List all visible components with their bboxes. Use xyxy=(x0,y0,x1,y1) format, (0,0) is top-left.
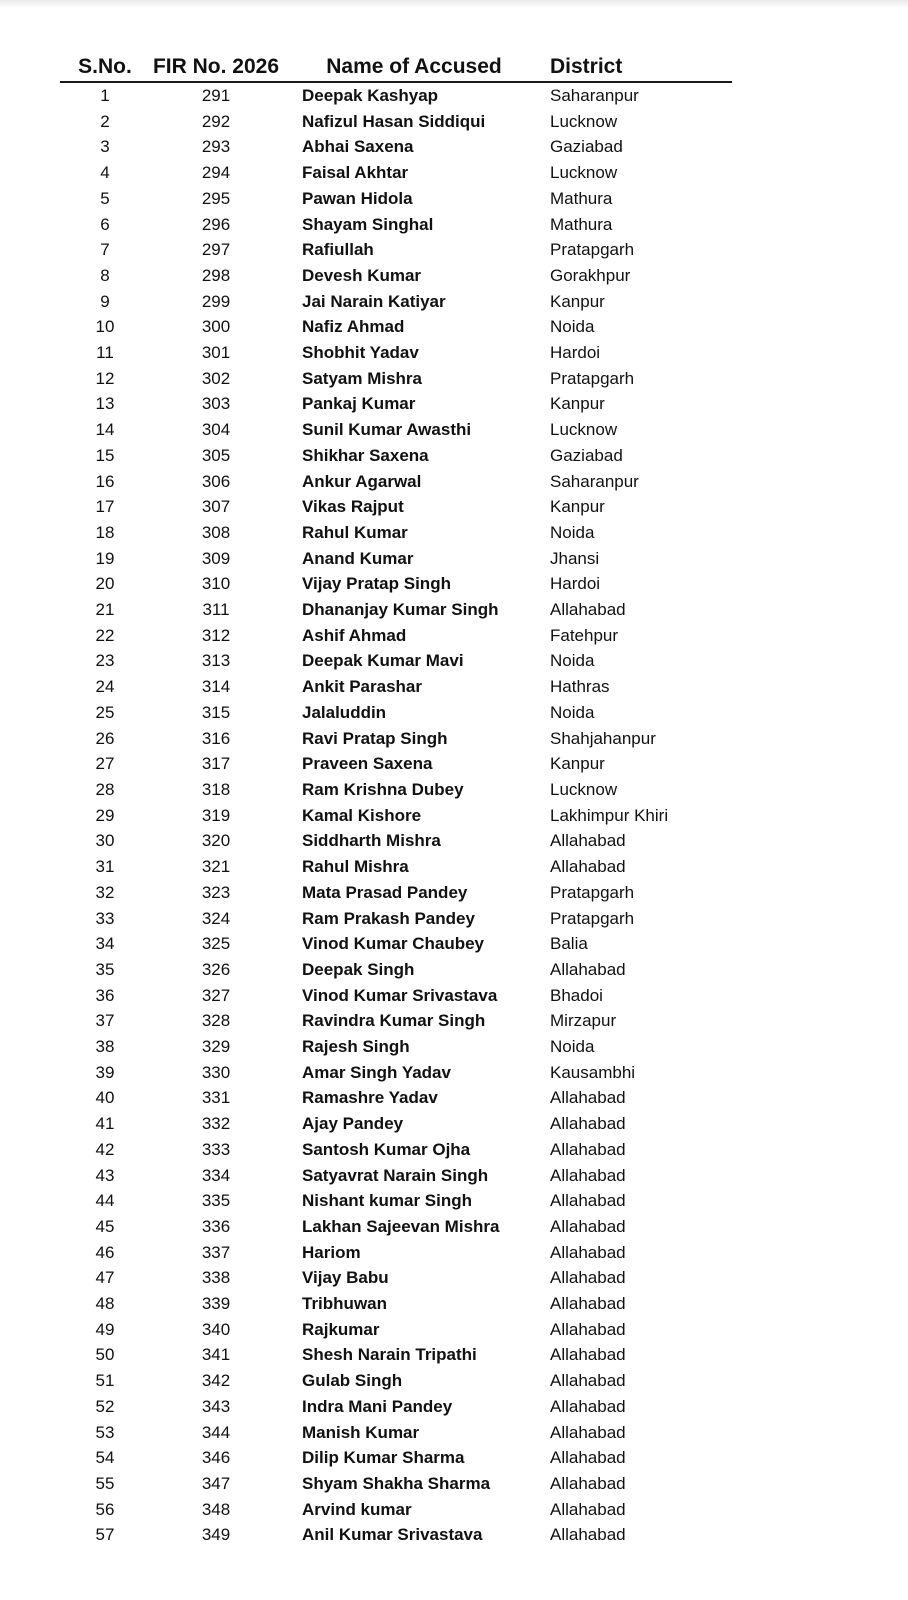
sno-cell: 50 xyxy=(95,1345,115,1365)
fir-no-cell: 305 xyxy=(201,445,231,465)
sno-cell: 56 xyxy=(95,1499,115,1519)
table-row xyxy=(60,1317,732,1343)
fir-no-cell: 321 xyxy=(201,857,231,877)
table-row xyxy=(60,751,732,777)
table-row xyxy=(60,1008,732,1034)
sno-cell: 49 xyxy=(95,1319,115,1339)
fir-no-cell: 296 xyxy=(201,214,231,234)
district-cell: Noida xyxy=(550,651,595,671)
table-row xyxy=(60,109,732,135)
sno-cell: 29 xyxy=(95,805,115,825)
district-cell: Mathura xyxy=(550,188,613,208)
sno-cell: 18 xyxy=(95,522,115,542)
district-cell: Gorakhpur xyxy=(550,265,631,285)
sno-cell: 30 xyxy=(95,831,115,851)
sno-cell: 52 xyxy=(95,1396,115,1416)
accused-name-cell: Ravindra Kumar Singh xyxy=(302,1011,486,1031)
sno-cell: 47 xyxy=(95,1268,115,1288)
sno-cell: 6 xyxy=(100,214,110,234)
table-row xyxy=(60,726,732,752)
fir-no-cell: 336 xyxy=(201,1216,231,1236)
fir-no-cell: 339 xyxy=(201,1294,231,1314)
accused-name-cell: Mata Prasad Pandey xyxy=(302,882,468,902)
district-cell: Allahabad xyxy=(550,600,626,620)
sno-cell: 35 xyxy=(95,959,115,979)
table-row xyxy=(60,597,732,623)
sno-cell: 12 xyxy=(95,368,115,388)
fir-no-cell: 315 xyxy=(201,702,231,722)
table-row xyxy=(60,803,732,829)
fir-no-cell: 342 xyxy=(201,1371,231,1391)
sno-cell: 46 xyxy=(95,1242,115,1262)
accused-name-cell: Deepak Kumar Mavi xyxy=(302,651,464,671)
accused-name-cell: Faisal Akhtar xyxy=(302,163,409,183)
table-row xyxy=(60,854,732,880)
table-row xyxy=(60,931,732,957)
table-row xyxy=(60,1214,732,1240)
fir-no-cell: 298 xyxy=(201,265,231,285)
district-cell: Lucknow xyxy=(550,111,618,131)
table-row xyxy=(60,134,732,160)
sno-cell: 42 xyxy=(95,1139,115,1159)
sno-cell: 2 xyxy=(100,111,110,131)
sno-cell: 25 xyxy=(95,702,115,722)
district-cell: Balia xyxy=(550,934,588,954)
district-cell: Kanpur xyxy=(550,754,605,774)
accused-name-cell: Shayam Singhal xyxy=(302,214,434,234)
table-row xyxy=(60,1420,732,1446)
accused-name-cell: Praveen Saxena xyxy=(302,754,433,774)
fir-no-cell: 337 xyxy=(201,1242,231,1262)
district-cell: Allahabad xyxy=(550,1396,626,1416)
fir-no-cell: 338 xyxy=(201,1268,231,1288)
sno-cell: 15 xyxy=(95,445,115,465)
table-row xyxy=(60,1291,732,1317)
sno-cell: 24 xyxy=(95,677,115,697)
accused-table xyxy=(60,48,732,1548)
sno-cell: 40 xyxy=(95,1088,115,1108)
fir-no-cell: 303 xyxy=(201,394,231,414)
fir-no-cell: 314 xyxy=(201,677,231,697)
accused-name-cell: Tribhuwan xyxy=(302,1294,387,1314)
table-row xyxy=(60,1394,732,1420)
accused-name-cell: Jai Narain Katiyar xyxy=(302,291,446,311)
table-row xyxy=(60,1342,732,1368)
table-row xyxy=(60,1188,732,1214)
district-cell: Allahabad xyxy=(550,1371,626,1391)
table-row xyxy=(60,417,732,443)
table-header xyxy=(60,48,732,82)
accused-name-cell: Nishant kumar Singh xyxy=(302,1191,473,1211)
table-row xyxy=(60,1497,732,1523)
fir-no-cell: 306 xyxy=(201,471,231,491)
fir-no-cell: 335 xyxy=(201,1191,231,1211)
sno-cell: 39 xyxy=(95,1062,115,1082)
fir-no-cell: 301 xyxy=(201,343,231,363)
table-row xyxy=(60,1085,732,1111)
sno-cell: 32 xyxy=(95,882,115,902)
table-row xyxy=(60,880,732,906)
fir-no-cell: 344 xyxy=(201,1422,231,1442)
fir-no-cell: 304 xyxy=(201,420,231,440)
sno-cell: 8 xyxy=(100,265,110,285)
district-cell: Noida xyxy=(550,702,595,722)
sno-cell: 5 xyxy=(100,188,110,208)
district-cell: Jhansi xyxy=(550,548,600,568)
district-cell: Lucknow xyxy=(550,420,618,440)
district-cell: Allahabad xyxy=(550,1268,626,1288)
sno-cell: 21 xyxy=(95,600,115,620)
sno-cell: 37 xyxy=(95,1011,115,1031)
district-cell: Allahabad xyxy=(550,1525,626,1545)
fir-no-cell: 346 xyxy=(201,1448,231,1468)
header-sno: S.No. xyxy=(60,48,150,82)
table-row xyxy=(60,1034,732,1060)
accused-name-cell: Anand Kumar xyxy=(302,548,414,568)
header-name-of-accused: Name of Accused xyxy=(282,48,546,82)
fir-no-cell: 326 xyxy=(201,959,231,979)
sno-cell: 23 xyxy=(95,651,115,671)
accused-name-cell: Ravi Pratap Singh xyxy=(302,728,448,748)
district-cell: Shahjahanpur xyxy=(550,728,656,748)
accused-name-cell: Shikhar Saxena xyxy=(302,445,429,465)
district-cell: Noida xyxy=(550,317,595,337)
table-row xyxy=(60,1060,732,1086)
sno-cell: 11 xyxy=(96,343,114,363)
table-row xyxy=(60,186,732,212)
fir-no-cell: 308 xyxy=(201,522,231,542)
accused-name-cell: Vinod Kumar Srivastava xyxy=(302,985,498,1005)
district-cell: Allahabad xyxy=(550,1294,626,1314)
accused-name-cell: Lakhan Sajeevan Mishra xyxy=(302,1216,500,1236)
district-cell: Allahabad xyxy=(550,1114,626,1134)
sno-cell: 51 xyxy=(95,1371,115,1391)
district-cell: Bhadoi xyxy=(550,985,603,1005)
fir-no-cell: 313 xyxy=(201,651,231,671)
table-row xyxy=(60,571,732,597)
sno-cell: 19 xyxy=(95,548,115,568)
accused-name-cell: Rafiullah xyxy=(302,240,374,260)
sno-cell: 27 xyxy=(95,754,115,774)
district-cell: Lucknow xyxy=(550,779,618,799)
table-row xyxy=(60,674,732,700)
table-row xyxy=(60,366,732,392)
fir-no-cell: 343 xyxy=(201,1396,231,1416)
sno-cell: 28 xyxy=(95,779,115,799)
district-cell: Allahabad xyxy=(550,1499,626,1519)
sno-cell: 38 xyxy=(95,1037,115,1057)
fir-no-cell: 341 xyxy=(201,1345,231,1365)
sno-cell: 53 xyxy=(95,1422,115,1442)
accused-name-cell: Santosh Kumar Ojha xyxy=(302,1139,471,1159)
accused-name-cell: Ashif Ahmad xyxy=(302,625,407,645)
accused-name-cell: Rahul Kumar xyxy=(302,522,408,542)
table-row xyxy=(60,1111,732,1137)
table-row xyxy=(60,1471,732,1497)
fir-no-cell: 316 xyxy=(201,728,231,748)
fir-no-cell: 297 xyxy=(201,240,231,260)
fir-no-cell: 299 xyxy=(201,291,231,311)
sno-cell: 48 xyxy=(95,1294,115,1314)
table-row xyxy=(60,828,732,854)
accused-name-cell: Ramashre Yadav xyxy=(302,1088,438,1108)
table-row xyxy=(60,160,732,186)
accused-name-cell: Pawan Hidola xyxy=(302,188,413,208)
accused-name-cell: Indra Mani Pandey xyxy=(302,1396,453,1416)
accused-name-cell: Siddharth Mishra xyxy=(302,831,441,851)
sno-cell: 33 xyxy=(95,908,115,928)
fir-no-cell: 310 xyxy=(201,574,231,594)
sno-cell: 1 xyxy=(100,86,110,105)
accused-name-cell: Anil Kumar Srivastava xyxy=(302,1525,483,1545)
district-cell: Allahabad xyxy=(550,1216,626,1236)
district-cell: Allahabad xyxy=(550,1165,626,1185)
fir-no-cell: 302 xyxy=(201,368,231,388)
fir-no-cell: 311 xyxy=(202,600,230,620)
table-row xyxy=(60,289,732,315)
accused-name-cell: Ram Prakash Pandey xyxy=(302,908,475,928)
district-cell: Gaziabad xyxy=(550,445,623,465)
table-row xyxy=(60,314,732,340)
district-cell: Kanpur xyxy=(550,291,605,311)
fir-no-cell: 291 xyxy=(201,86,231,105)
header-district: District xyxy=(546,48,732,82)
sno-cell: 55 xyxy=(95,1473,115,1493)
district-cell: Allahabad xyxy=(550,1191,626,1211)
fir-no-cell: 333 xyxy=(201,1139,231,1159)
accused-name-cell: Vijay Pratap Singh xyxy=(302,574,451,594)
fir-no-cell: 295 xyxy=(201,188,231,208)
district-cell: Mathura xyxy=(550,214,613,234)
fir-no-cell: 330 xyxy=(201,1062,231,1082)
district-cell: Allahabad xyxy=(550,1242,626,1262)
district-cell: Allahabad xyxy=(550,1139,626,1159)
sno-cell: 4 xyxy=(100,163,110,183)
sno-cell: 36 xyxy=(95,985,115,1005)
accused-name-cell: Ankit Parashar xyxy=(302,677,422,697)
district-cell: Allahabad xyxy=(550,857,626,877)
district-cell: Allahabad xyxy=(550,959,626,979)
district-cell: Allahabad xyxy=(550,1345,626,1365)
sno-cell: 41 xyxy=(95,1114,115,1134)
table-row xyxy=(60,391,732,417)
accused-name-cell: Deepak Kashyap xyxy=(302,86,439,105)
district-cell: Noida xyxy=(550,1037,595,1057)
table-row xyxy=(60,469,732,495)
table-row xyxy=(60,1163,732,1189)
accused-name-cell: Vikas Rajput xyxy=(302,497,404,517)
district-cell: Saharanpur xyxy=(550,86,639,105)
fir-no-cell: 292 xyxy=(201,111,231,131)
accused-name-cell: Devesh Kumar xyxy=(302,265,422,285)
fir-no-cell: 323 xyxy=(201,882,231,902)
fir-no-cell: 318 xyxy=(201,779,231,799)
fir-no-cell: 327 xyxy=(201,985,231,1005)
fir-no-cell: 320 xyxy=(201,831,231,851)
district-cell: Saharanpur xyxy=(550,471,639,491)
district-cell: Fatehpur xyxy=(550,625,619,645)
district-cell: Allahabad xyxy=(550,1448,626,1468)
accused-name-cell: Deepak Singh xyxy=(302,959,415,979)
district-cell: Noida xyxy=(550,522,595,542)
district-cell: Kanpur xyxy=(550,394,605,414)
accused-name-cell: Pankaj Kumar xyxy=(302,394,416,414)
sno-cell: 3 xyxy=(100,137,110,157)
accused-name-cell: Gulab Singh xyxy=(302,1371,403,1391)
table-row xyxy=(60,520,732,546)
fir-no-cell: 319 xyxy=(201,805,231,825)
fir-no-cell: 324 xyxy=(201,908,231,928)
sno-cell: 10 xyxy=(95,317,115,337)
sno-cell: 14 xyxy=(95,420,115,440)
table-row xyxy=(60,494,732,520)
table-row xyxy=(60,1445,732,1471)
header-row xyxy=(60,48,732,82)
accused-name-cell: Ram Krishna Dubey xyxy=(302,779,464,799)
table-row xyxy=(60,906,732,932)
accused-name-cell: Nafiz Ahmad xyxy=(302,317,405,337)
accused-name-cell: Dhananjay Kumar Singh xyxy=(302,600,499,620)
table-row xyxy=(60,777,732,803)
sno-cell: 9 xyxy=(100,291,110,311)
accused-name-cell: Satyavrat Narain Singh xyxy=(302,1165,489,1185)
fir-no-cell: 348 xyxy=(201,1499,231,1519)
district-cell: Allahabad xyxy=(550,1319,626,1339)
accused-name-cell: Manish Kumar xyxy=(302,1422,420,1442)
sno-cell: 34 xyxy=(95,934,115,954)
sno-cell: 17 xyxy=(95,497,115,517)
district-cell: Kausambhi xyxy=(550,1062,636,1082)
table-row xyxy=(60,546,732,572)
accused-name-cell: Shyam Shakha Sharma xyxy=(302,1473,491,1493)
district-cell: Pratapgarh xyxy=(550,368,635,388)
district-cell: Hardoi xyxy=(550,574,601,594)
sno-cell: 44 xyxy=(95,1191,115,1211)
table-body xyxy=(60,82,732,1548)
district-cell: Allahabad xyxy=(550,1473,626,1493)
table-row xyxy=(60,1137,732,1163)
accused-name-cell: Arvind kumar xyxy=(302,1499,412,1519)
accused-name-cell: Vijay Babu xyxy=(302,1268,389,1288)
fir-no-cell: 309 xyxy=(201,548,231,568)
fir-no-cell: 325 xyxy=(201,934,231,954)
district-cell: Hathras xyxy=(550,677,610,697)
fir-no-cell: 332 xyxy=(201,1114,231,1134)
sno-cell: 20 xyxy=(95,574,115,594)
table-row xyxy=(60,443,732,469)
fir-no-cell: 347 xyxy=(201,1473,231,1493)
sno-cell: 16 xyxy=(95,471,115,491)
district-cell: Lakhimpur Khiri xyxy=(550,805,669,825)
sno-cell: 22 xyxy=(95,625,115,645)
table-row xyxy=(60,1368,732,1394)
fir-no-cell: 328 xyxy=(201,1011,231,1031)
accused-name-cell: Sunil Kumar Awasthi xyxy=(302,420,472,440)
table-row xyxy=(60,700,732,726)
table-row xyxy=(60,1240,732,1266)
accused-name-cell: Rajkumar xyxy=(302,1319,380,1339)
table-row xyxy=(60,983,732,1009)
accused-name-cell: Shesh Narain Tripathi xyxy=(302,1345,477,1365)
district-cell: Pratapgarh xyxy=(550,240,635,260)
district-cell: Allahabad xyxy=(550,1422,626,1442)
district-cell: Hardoi xyxy=(550,343,601,363)
district-cell: Lucknow xyxy=(550,163,618,183)
sno-cell: 26 xyxy=(95,728,115,748)
district-cell: Mirzapur xyxy=(550,1011,617,1031)
accused-name-cell: Kamal Kishore xyxy=(302,805,422,825)
sno-cell: 57 xyxy=(95,1525,115,1545)
accused-name-cell: Nafizul Hasan Siddiqui xyxy=(302,111,486,131)
district-cell: Kanpur xyxy=(550,497,605,517)
table-row xyxy=(60,82,732,109)
fir-no-cell: 294 xyxy=(201,163,231,183)
table-row xyxy=(60,623,732,649)
sno-cell: 43 xyxy=(95,1165,115,1185)
accused-name-cell: Ankur Agarwal xyxy=(302,471,422,491)
table-row xyxy=(60,340,732,366)
accused-name-cell: Amar Singh Yadav xyxy=(302,1062,451,1082)
table-row xyxy=(60,237,732,263)
header-fir-no: FIR No. 2026 xyxy=(150,48,282,82)
sno-cell: 31 xyxy=(95,857,115,877)
accused-name-cell: Ajay Pandey xyxy=(302,1114,404,1134)
table-row xyxy=(60,648,732,674)
accused-name-cell: Rahul Mishra xyxy=(302,857,409,877)
table-row xyxy=(60,957,732,983)
fir-no-cell: 349 xyxy=(201,1525,231,1545)
fir-no-cell: 340 xyxy=(201,1319,231,1339)
table-row xyxy=(60,1522,732,1548)
fir-no-cell: 329 xyxy=(201,1037,231,1057)
accused-name-cell: Jalaluddin xyxy=(302,702,387,722)
fir-no-cell: 307 xyxy=(201,497,231,517)
accused-name-cell: Hariom xyxy=(302,1242,361,1262)
fir-no-cell: 312 xyxy=(201,625,231,645)
sno-cell: 45 xyxy=(95,1216,115,1236)
fir-no-cell: 300 xyxy=(201,317,231,337)
sno-cell: 54 xyxy=(95,1448,115,1468)
table-row xyxy=(60,263,732,289)
accused-name-cell: Rajesh Singh xyxy=(302,1037,410,1057)
accused-name-cell: Abhai Saxena xyxy=(302,137,414,157)
district-cell: Pratapgarh xyxy=(550,908,635,928)
fir-no-cell: 317 xyxy=(201,754,231,774)
table-row xyxy=(60,212,732,238)
accused-name-cell: Shobhit Yadav xyxy=(302,343,419,363)
accused-name-cell: Satyam Mishra xyxy=(302,368,422,388)
top-edge-shadow xyxy=(0,0,908,8)
table-row xyxy=(60,1265,732,1291)
district-cell: Gaziabad xyxy=(550,137,623,157)
fir-no-cell: 293 xyxy=(201,137,231,157)
district-cell: Pratapgarh xyxy=(550,882,635,902)
district-cell: Allahabad xyxy=(550,831,626,851)
accused-name-cell: Vinod Kumar Chaubey xyxy=(302,934,484,954)
fir-no-cell: 331 xyxy=(201,1088,231,1108)
fir-no-cell: 334 xyxy=(201,1165,231,1185)
accused-name-cell: Dilip Kumar Sharma xyxy=(302,1448,465,1468)
sno-cell: 7 xyxy=(100,240,110,260)
district-cell: Allahabad xyxy=(550,1088,626,1108)
sno-cell: 13 xyxy=(95,394,115,414)
